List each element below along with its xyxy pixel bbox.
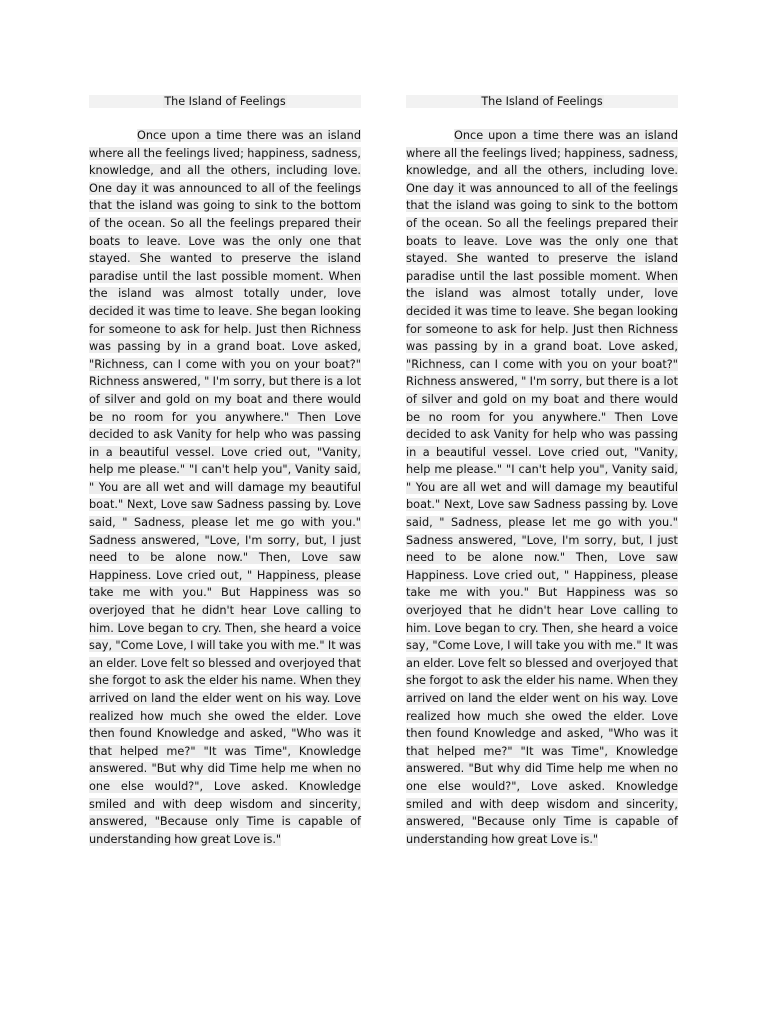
- story-title: [406, 93, 678, 110]
- story-body: [89, 127, 361, 848]
- story-title-text: The Island of Feelings: [481, 95, 603, 108]
- story-column-left: [89, 93, 361, 848]
- story-title-text: The Island of Feelings: [164, 95, 286, 108]
- story-body-text: Once upon a time there was an island where all the feelings lived; happiness, sadness, knowledge, and all the others, including love. One day it was announced to all of the feelings that the island was going to sink to the bottom of the ocean. So all the feelings prepared their boats to leave. Love was the only one that stayed. She wanted to preserve the island paradise until the last possible moment. When the island was almost totally under, love decided it was time to leave. She began looking for someone to ask for help. Just then Richness was passing by in a grand boat. Love asked, "Richness, can I come with you on your boat?" Richness answered, " I'm sorry, but there is a lot of silver and gold on my boat and there would be no room for you anywhere." Then Love decided to ask Vanity for help who was passing in a beautiful vessel. Love cried out, "Vanity, help me please." "I can't help you", Vanity said, " You are all wet and will damage my beautiful boat." Next, Love saw Sadness passing by. Love said, " Sadness, please let me go with you." Sadness answered, "Love, I'm sorry, but, I just need to be alone now." Then, Love saw Happiness. Love cried out, " Happiness, please take me with you." But Happiness was so overjoyed that he didn't hear Love calling to him. Love began to cry. Then, she heard a voice say, "Come Love, I will take you with me." It was an elder. Love felt so blessed and overjoyed that she forgot to ask the elder his name. When they arrived on land the elder went on his way. Love realized how much she owed the elder. Love then found Knowledge and asked, "Who was it that helped me?" "It was Time", Knowledge answered. "But why did Time help me when no one else would?", Love asked. Knowledge smiled and with deep wisdom and sincerity, answered, "Because only Time is capable of understanding how great Love is.": [406, 129, 678, 846]
- story-body: [406, 127, 678, 848]
- story-column-right: [406, 93, 678, 848]
- story-body-text: Once upon a time there was an island where all the feelings lived; happiness, sadness, knowledge, and all the others, including love. One day it was announced to all of the feelings that the island was going to sink to the bottom of the ocean. So all the feelings prepared their boats to leave. Love was the only one that stayed. She wanted to preserve the island paradise until the last possible moment. When the island was almost totally under, love decided it was time to leave. She began looking for someone to ask for help. Just then Richness was passing by in a grand boat. Love asked, "Richness, can I come with you on your boat?" Richness answered, " I'm sorry, but there is a lot of silver and gold on my boat and there would be no room for you anywhere." Then Love decided to ask Vanity for help who was passing in a beautiful vessel. Love cried out, "Vanity, help me please." "I can't help you", Vanity said, " You are all wet and will damage my beautiful boat." Next, Love saw Sadness passing by. Love said, " Sadness, please let me go with you." Sadness answered, "Love, I'm sorry, but, I just need to be alone now." Then, Love saw Happiness. Love cried out, " Happiness, please take me with you." But Happiness was so overjoyed that he didn't hear Love calling to him. Love began to cry. Then, she heard a voice say, "Come Love, I will take you with me." It was an elder. Love felt so blessed and overjoyed that she forgot to ask the elder his name. When they arrived on land the elder went on his way. Love realized how much she owed the elder. Love then found Knowledge and asked, "Who was it that helped me?" "It was Time", Knowledge answered. "But why did Time help me when no one else would?", Love asked. Knowledge smiled and with deep wisdom and sincerity, answered, "Because only Time is capable of understanding how great Love is.": [89, 129, 361, 846]
- story-title: [89, 93, 361, 110]
